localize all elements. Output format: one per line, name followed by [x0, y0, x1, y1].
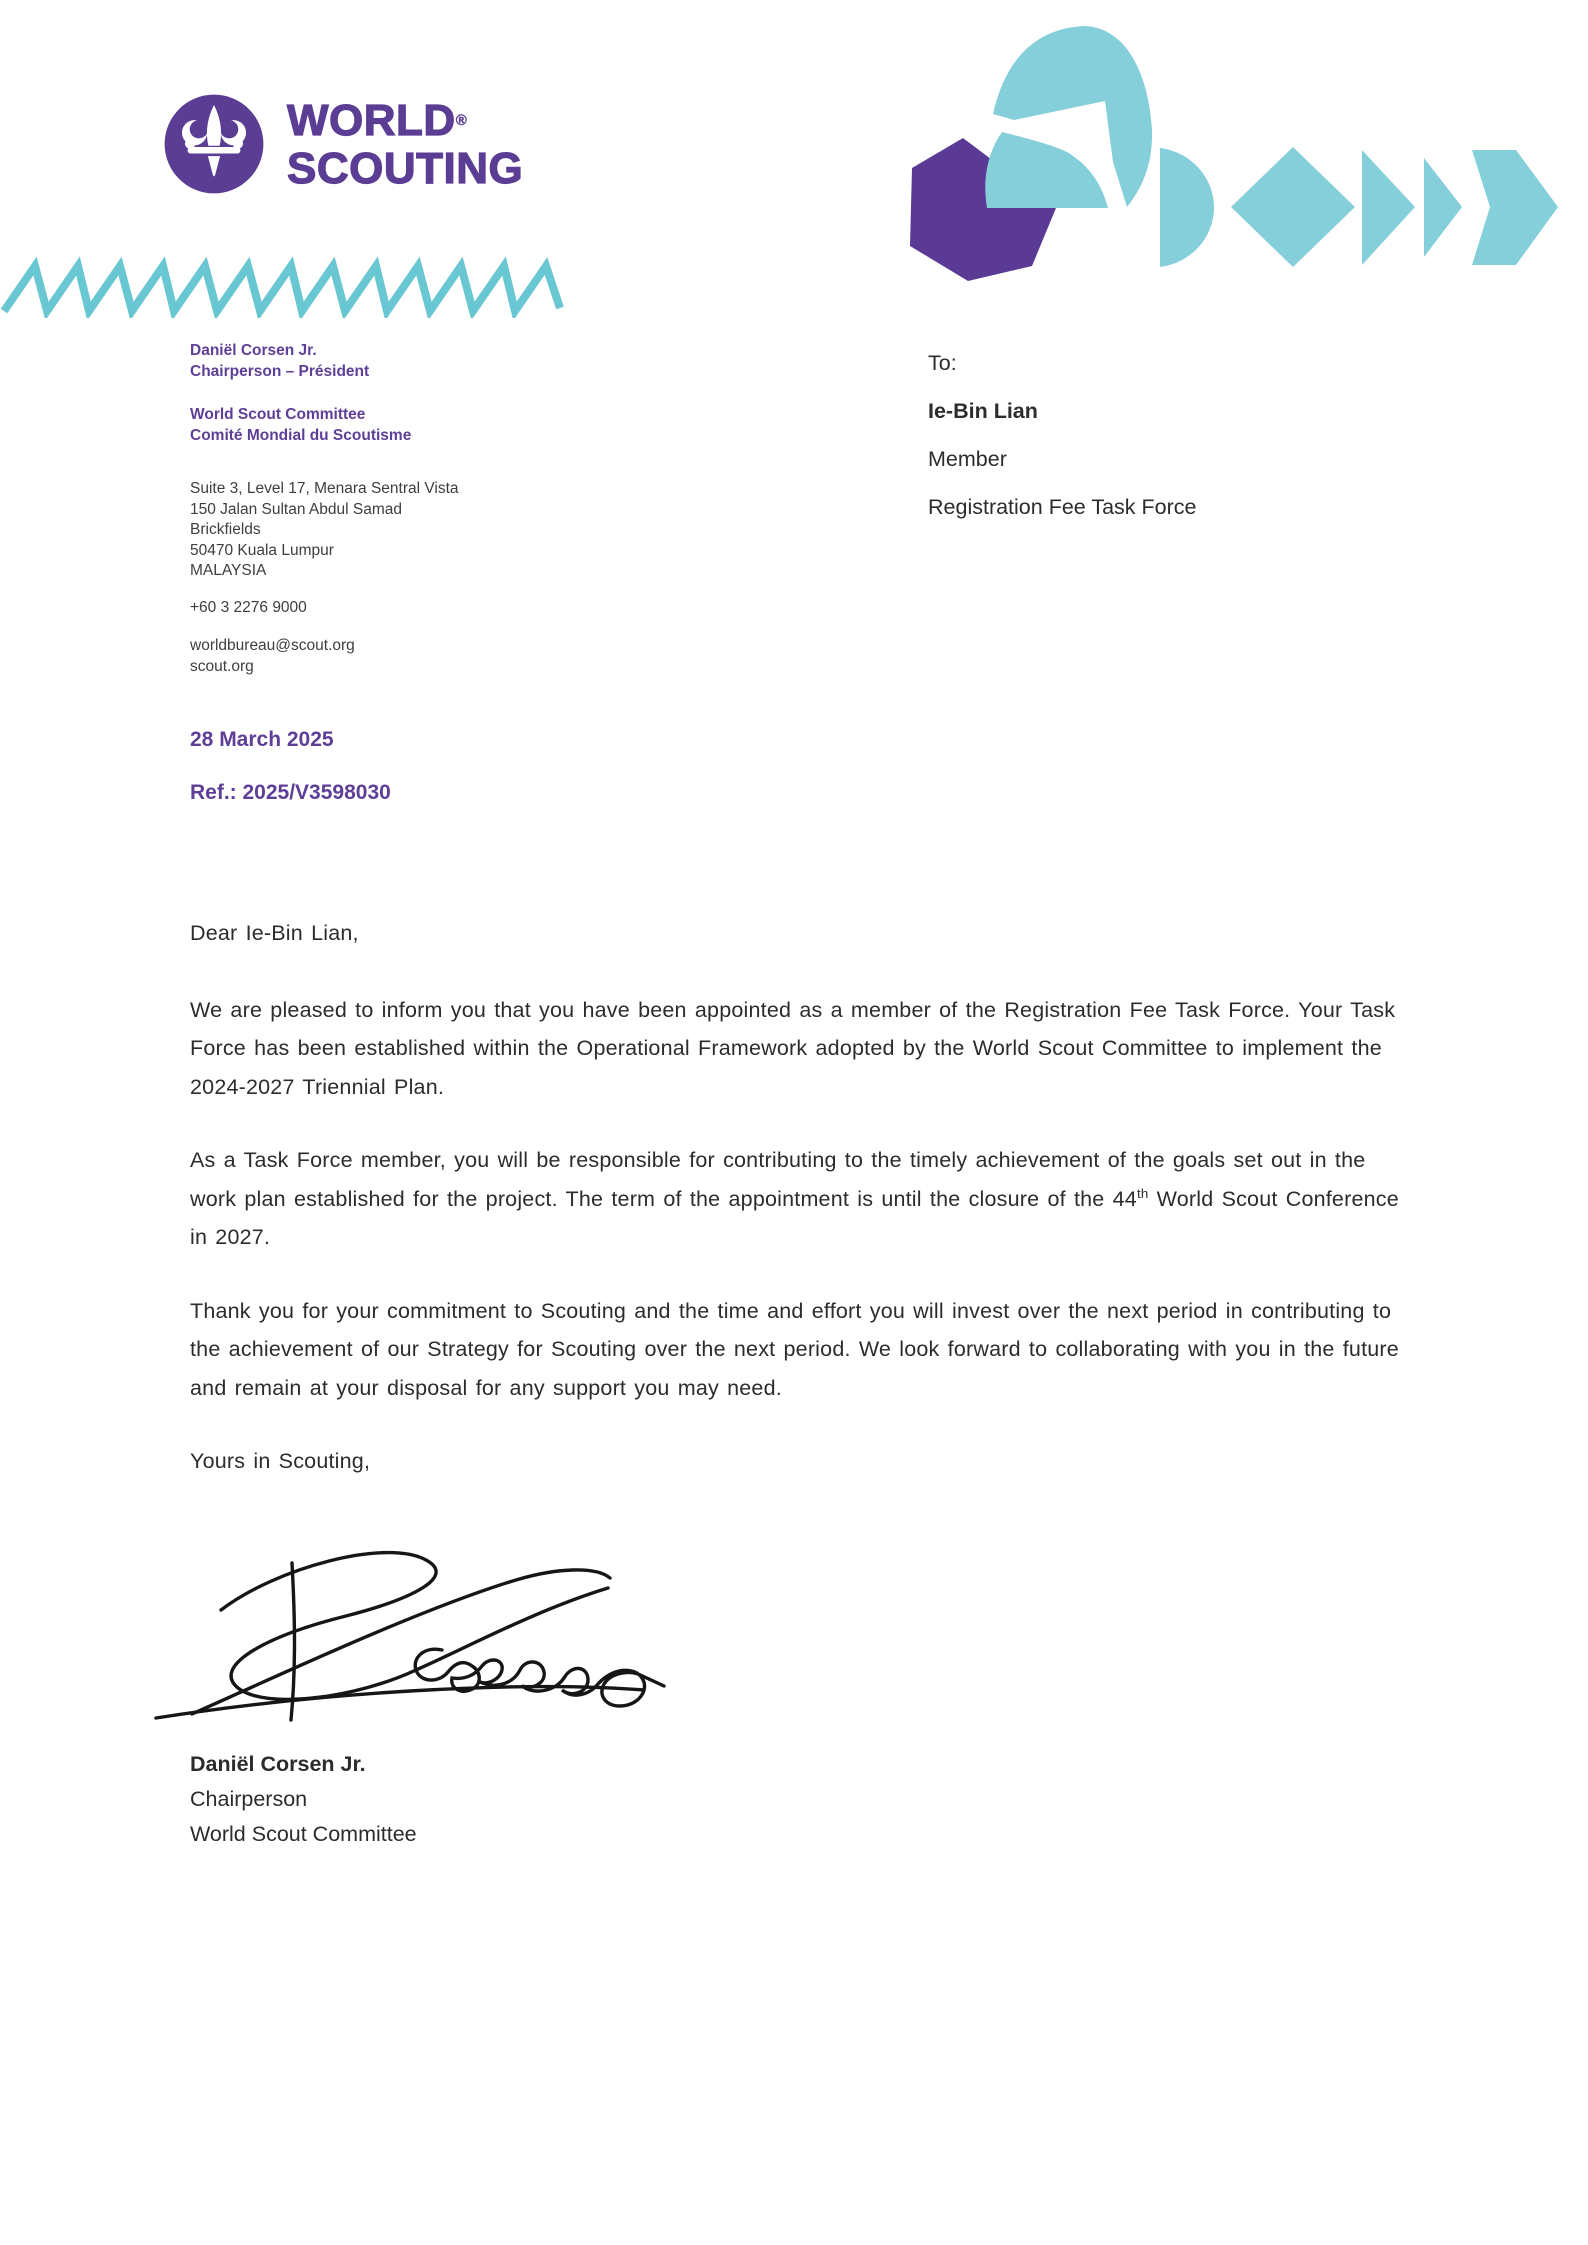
signoff-role: Chairperson — [190, 1787, 308, 1811]
salutation: Dear Ie-Bin Lian, — [190, 921, 359, 945]
brand-word-2: SCOUTING — [287, 144, 524, 193]
paragraph-2 — [190, 1141, 1408, 1257]
sender-title: Chairperson – Président — [190, 362, 370, 380]
address-line: 150 Jalan Sultan Abdul Samad — [190, 500, 402, 518]
address-line: MALAYSIA — [190, 562, 267, 579]
handwritten-signature — [146, 1538, 670, 1750]
recipient-role: Member — [928, 447, 1007, 471]
ordinal-superscript: th — [1136, 1185, 1149, 1201]
sender-name: Daniël Corsen Jr. — [190, 342, 317, 359]
recipient-label: To: — [928, 351, 957, 375]
sender-org-fr: Comité Mondial du Scoutisme — [190, 426, 412, 444]
brand-word-1: WORLD — [287, 96, 456, 145]
recipient-block — [928, 350, 1448, 542]
registered-mark: ® — [455, 112, 468, 129]
brand-wordmark — [287, 97, 523, 193]
address-line: 50470 Kuala Lumpur — [190, 541, 334, 559]
signoff-organization: World Scout Committee — [190, 1822, 417, 1846]
sender-org-en: World Scout Committee — [190, 406, 366, 423]
recipient-name: Ie-Bin Lian — [928, 399, 1038, 423]
paragraph-2-continued: World Scout Conference in 2027. — [190, 1186, 1399, 1249]
address-line: Brickfields — [190, 521, 261, 538]
signoff-name: Daniël Corsen Jr. — [190, 1752, 366, 1776]
letter-body — [190, 914, 1408, 1516]
closing-line: Yours in Scouting, — [190, 1449, 371, 1473]
fleur-de-lis-icon — [162, 92, 266, 196]
sender-email: worldbureau@scout.org — [190, 637, 355, 654]
address-line: Suite 3, Level 17, Menara Sentral Vista — [190, 480, 459, 497]
sender-phone: +60 3 2276 9000 — [190, 598, 307, 616]
zigzag-decoration — [0, 256, 566, 318]
geometric-shapes-decoration — [880, 16, 1584, 290]
paragraph-3: Thank you for your commitment to Scouting and the time and effort you will invest over the next period in contributing to the achievement of our Strategy for Scouting over the next period. We look forward to collaborating with you in the future and remain at your disposal for any support you may need. — [190, 1298, 1399, 1400]
signoff-block — [190, 1747, 417, 1852]
sender-address — [190, 479, 550, 582]
recipient-group: Registration Fee Task Force — [928, 495, 1197, 519]
paragraph-2-text: As a Task Force member, you will be responsible for contributing to the timely achievement of the goals set out in the work plan established for the project. The term of the appointment is until the closure of the 44 — [190, 1148, 1366, 1211]
paragraph-1: We are pleased to inform you that you have been appointed as a member of the Registration Fee Task Force. Your Task Force has been established within the Operational Framework adopted by the World Scout Committee to implement the 2024-2027 Triennial Plan. — [190, 997, 1396, 1099]
sender-website: scout.org — [190, 657, 254, 675]
letter-reference: Ref.: 2025/V3598030 — [190, 781, 391, 804]
sender-block — [190, 341, 550, 677]
letter-date: 28 March 2025 — [190, 728, 334, 751]
